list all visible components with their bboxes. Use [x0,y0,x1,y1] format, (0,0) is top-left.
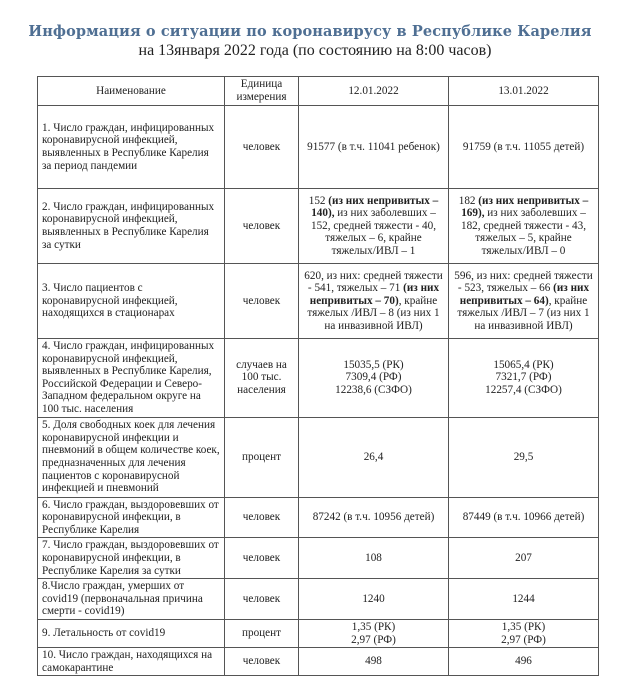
value-bold-text: (из них непривитых – 140), [311,194,439,220]
value-line: 7321,7 (РФ) [495,371,552,384]
row-value-date-1 [299,339,449,418]
value-line: 12257,4 (СЗФО) [485,384,562,397]
row-unit: процент [225,619,299,647]
value-bold-text: (из них непривитых – 70) [309,282,440,307]
value-line: 2,97 (РФ) [351,633,396,646]
row-unit: процент [225,417,299,497]
row-name: 8.Число граждан, умерших от covid19 (первоначальная причина смерти - covid19) [38,579,225,620]
row-name: 4. Число граждан, инфицированных коронавирусной инфекцией, выявленных в Республике Карелия, Российской Федерации и Северо-Западном федеральном округе на 100 тыс. населения [38,339,225,418]
value-line: 1,35 (РК) [351,620,396,633]
row-unit: человек [225,497,299,538]
row-value-date-1: 26,4 [299,417,449,497]
row-value-date-1: 91577 (в т.ч. 11041 ребенок) [299,106,449,189]
value-text: 620, из них: средней тяжести - 541, тяжелых – 71 [304,269,443,295]
row-value-date-2 [449,264,599,339]
row-value-date-1: 498 [299,648,449,676]
row-value-date-2: 496 [449,648,599,676]
row-value-date-1 [299,264,449,339]
row-unit: человек [225,579,299,620]
value-text: 182 [458,194,479,207]
table-row [38,106,599,189]
row-value-date-2: 91759 (в т.ч. 11055 детей) [449,106,599,189]
column-header-unit: Единица измерения [225,77,299,106]
table-row [38,619,599,647]
table-row [38,579,599,620]
value-bold-text: (из них непривитых – 169), [461,194,589,220]
value-line: 15065,4 (РК) [493,358,554,371]
table-row [38,417,599,497]
row-value-date-2 [449,339,599,418]
row-name: 6. Число граждан, выздоровевших от коронавирусной инфекции, в Республике Карелия [38,497,225,538]
value-text: 596, из них: средней тяжести - 523, тяжелых – 66 [454,269,593,295]
column-header-date-2: 13.01.2022 [449,77,599,106]
row-value-date-1: 108 [299,538,449,579]
row-value-date-2: 207 [449,538,599,579]
value-line: 1,35 (РК) [501,620,546,633]
row-unit: человек [225,538,299,579]
row-name: 5. Доля свободных коек для лечения коронавирусной инфекции и пневмоний в общем количестве коек, предназначенных для лечения пациентов с коронавирусной инфекцией и пневмоний [38,417,225,497]
row-value-date-1: 87242 (в т.ч. 10956 детей) [299,497,449,538]
table-row [38,264,599,339]
row-name: 2. Число граждан, инфицированных коронавирусной инфекцией, выявленных в Республике Карелия за сутки [38,189,225,264]
row-unit: человек [225,106,299,189]
value-text: 152 [308,194,329,207]
table-row [38,189,599,264]
value-text: , крайне тяжелых /ИВЛ – 8 (из них 1 на инвазивной ИВЛ) [307,294,440,332]
row-value-date-1: 1240 [299,579,449,620]
row-name: 10. Число граждан, находящихся на самокарантине [38,648,225,676]
table-row [38,538,599,579]
table-row [38,648,599,676]
row-value-date-2: 1244 [449,579,599,620]
row-value-date-2 [449,189,599,264]
row-unit: случаев на 100 тыс. населения [225,339,299,418]
row-unit: человек [225,189,299,264]
row-value-date-2: 29,5 [449,417,599,497]
row-name: 3. Число пациентов с коронавирусной инфекцией, находящихся в стационарах [38,264,225,339]
row-unit: человек [225,264,299,339]
column-header-name: Наименование [38,77,225,106]
row-value-date-1 [299,619,449,647]
document-title: Информация о ситуации по коронавирусу в Республике Карелия [28,23,592,40]
column-header-date-1: 12.01.2022 [299,77,449,106]
covid-statistics-table [37,76,599,676]
document-subtitle: на 13января 2022 года (по состоянию на 8:00 часов) [138,42,492,59]
value-text: , крайне тяжелых /ИВЛ – 7 (из них 1 на инвазивной ИВЛ) [457,294,590,332]
row-unit: человек [225,648,299,676]
table-row [38,497,599,538]
value-text: из них заболевших – 182, средней тяжести - 43, тяжелых – 5, крайне тяжелых/ИВЛ – 0 [460,207,587,257]
value-line: 15035,5 (РК) [343,358,404,371]
value-line: 2,97 (РФ) [501,633,546,646]
value-line: 12238,6 (СЗФО) [335,384,412,397]
row-name: 1. Число граждан, инфицированных коронавирусной инфекцией, выявленных в Республике Карелия за период пандемии [38,106,225,189]
value-bold-text: (из них непривитых – 64) [459,282,590,307]
row-value-date-2: 87449 (в т.ч. 10966 детей) [449,497,599,538]
row-value-date-1 [299,189,449,264]
value-line: 7309,4 (РФ) [345,371,402,384]
table-header-row [38,77,599,106]
table-row [38,339,599,418]
row-name: 7. Число граждан, выздоровевших от коронавирусной инфекции, в Республике Карелия за сутки [38,538,225,579]
row-value-date-2 [449,619,599,647]
value-text: из них заболевших – 152, средней тяжести - 40, тяжелых – 6, крайне тяжелых/ИВЛ – 1 [310,207,437,257]
row-name: 9. Летальность от covid19 [38,619,225,647]
